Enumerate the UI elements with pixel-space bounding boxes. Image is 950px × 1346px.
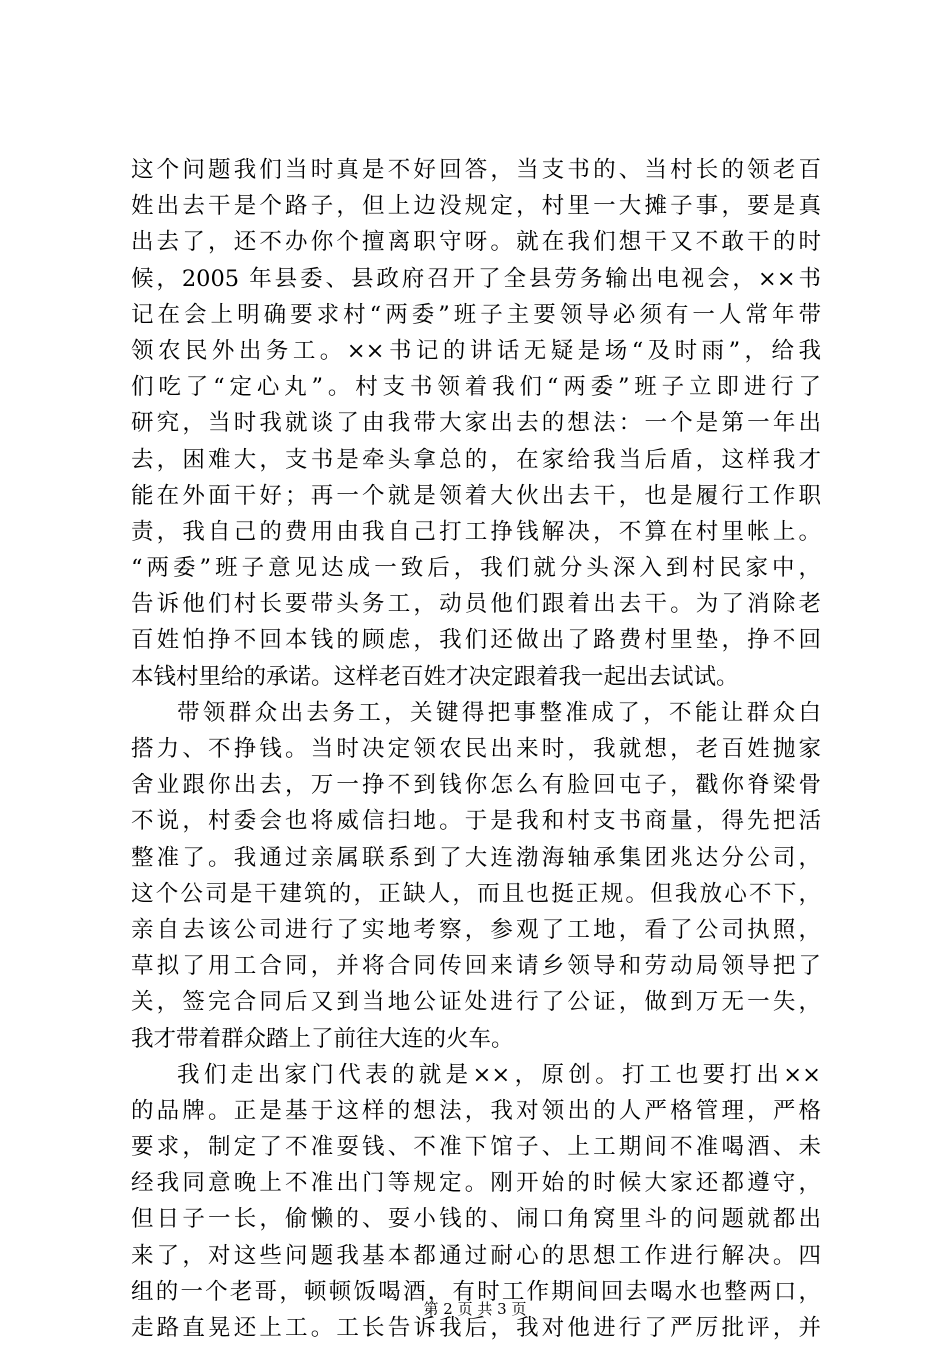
text-line-18: 舍业跟你出去，万一挣不到钱你怎么有脸回屯子，戳你脊梁骨 <box>131 772 821 799</box>
text-line-6: 领农民外出务工。××书记的讲话无疑是场“及时雨”，给我 <box>131 337 821 364</box>
text-line-24: 关，签完合同后又到当地公证处进行了公证，做到万无一失， <box>131 989 821 1016</box>
text-line-16: 带领群众出去务工，关键得把事整准成了，不能让群众白 <box>177 699 821 726</box>
text-line-7: 们吃了“定心丸”。村支书领着我们“两委”班子立即进行了 <box>131 374 821 401</box>
text-line-30: 但日子一长，偷懒的、耍小钱的、闹口角窝里斗的问题就都出 <box>131 1206 821 1233</box>
text-line-10: 能在外面干好；再一个就是领着大伙出去干，也是履行工作职 <box>131 482 821 509</box>
text-line-31: 来了，对这些问题我基本都通过耐心的思想工作进行解决。四 <box>131 1242 821 1269</box>
text-line-5: 记在会上明确要求村“两委”班子主要领导必须有一人常年带 <box>131 301 821 328</box>
text-line-25: 我才带着群众踏上了前往大连的火车。 <box>131 1025 514 1052</box>
text-line-29: 经我同意晚上不准出门等规定。刚开始的时候大家还都遵守， <box>131 1170 821 1197</box>
text-line-9: 去，困难大，支书是牵头拿总的，在家给我当后盾，这样我才 <box>131 446 821 473</box>
text-line-12: “两委”班子意见达成一致后，我们就分头深入到村民家中， <box>131 555 821 582</box>
body-text <box>131 152 821 1346</box>
text-line-20: 整准了。我通过亲属联系到了大连渤海轴承集团兆达分公司， <box>131 844 821 871</box>
text-line-22: 亲自去该公司进行了实地考察，参观了工地，看了公司执照， <box>131 916 821 943</box>
text-line-28: 要求，制定了不准耍钱、不准下馆子、上工期间不准喝酒、未 <box>131 1134 821 1161</box>
text-line-4: 候，2005 年县委、县政府召开了全县劳务输出电视会，××书 <box>131 265 821 292</box>
text-line-19: 不说，村委会也将威信扫地。于是我和村支书商量，得先把活 <box>131 808 821 835</box>
text-line-21: 这个公司是干建筑的，正缺人，而且也挺正规。但我放心不下， <box>131 880 821 907</box>
text-line-2: 姓出去干是个路子，但上边没规定，村里一大摊子事，要是真 <box>131 193 821 220</box>
text-line-8: 研究，当时我就谈了由我带大家出去的想法：一个是第一年出 <box>131 410 821 437</box>
page-footer: 第 2 页 共 3 页 <box>423 1300 527 1318</box>
text-line-13: 告诉他们村长要带头务工，动员他们跟着出去干。为了消除老 <box>131 591 821 618</box>
text-line-11: 责，我自己的费用由我自己打工挣钱解决，不算在村里帐上。 <box>131 518 821 545</box>
text-line-14: 百姓怕挣不回本钱的顾虑，我们还做出了路费村里垫，挣不回 <box>131 627 821 654</box>
text-line-3: 出去了，还不办你个擅离职守呀。就在我们想干又不敢干的时 <box>131 229 821 256</box>
text-line-32: 组的一个老哥，顿顿饭喝酒，有时工作期间回去喝水也整两口， <box>131 1278 821 1305</box>
text-line-26: 我们走出家门代表的就是××，原创。打工也要打出×× <box>177 1061 821 1088</box>
text-line-23: 草拟了用工合同，并将合同传回来请乡领导和劳动局领导把了 <box>131 953 821 980</box>
text-line-15: 本钱村里给的承诺。这样老百姓才决定跟着我一起出去试试。 <box>131 663 739 690</box>
text-line-27: 的品牌。正是基于这样的想法，我对领出的人严格管理，严格 <box>131 1097 821 1124</box>
text-line-33: 走路直晃还上工。工长告诉我后，我对他进行了严厉批评，并 <box>131 1315 821 1341</box>
text-line-17: 搭力、不挣钱。当时决定领农民出来时，我就想，老百姓抛家 <box>131 736 821 762</box>
text-line-1: 这个问题我们当时真是不好回答，当支书的、当村长的领老百 <box>131 157 821 183</box>
